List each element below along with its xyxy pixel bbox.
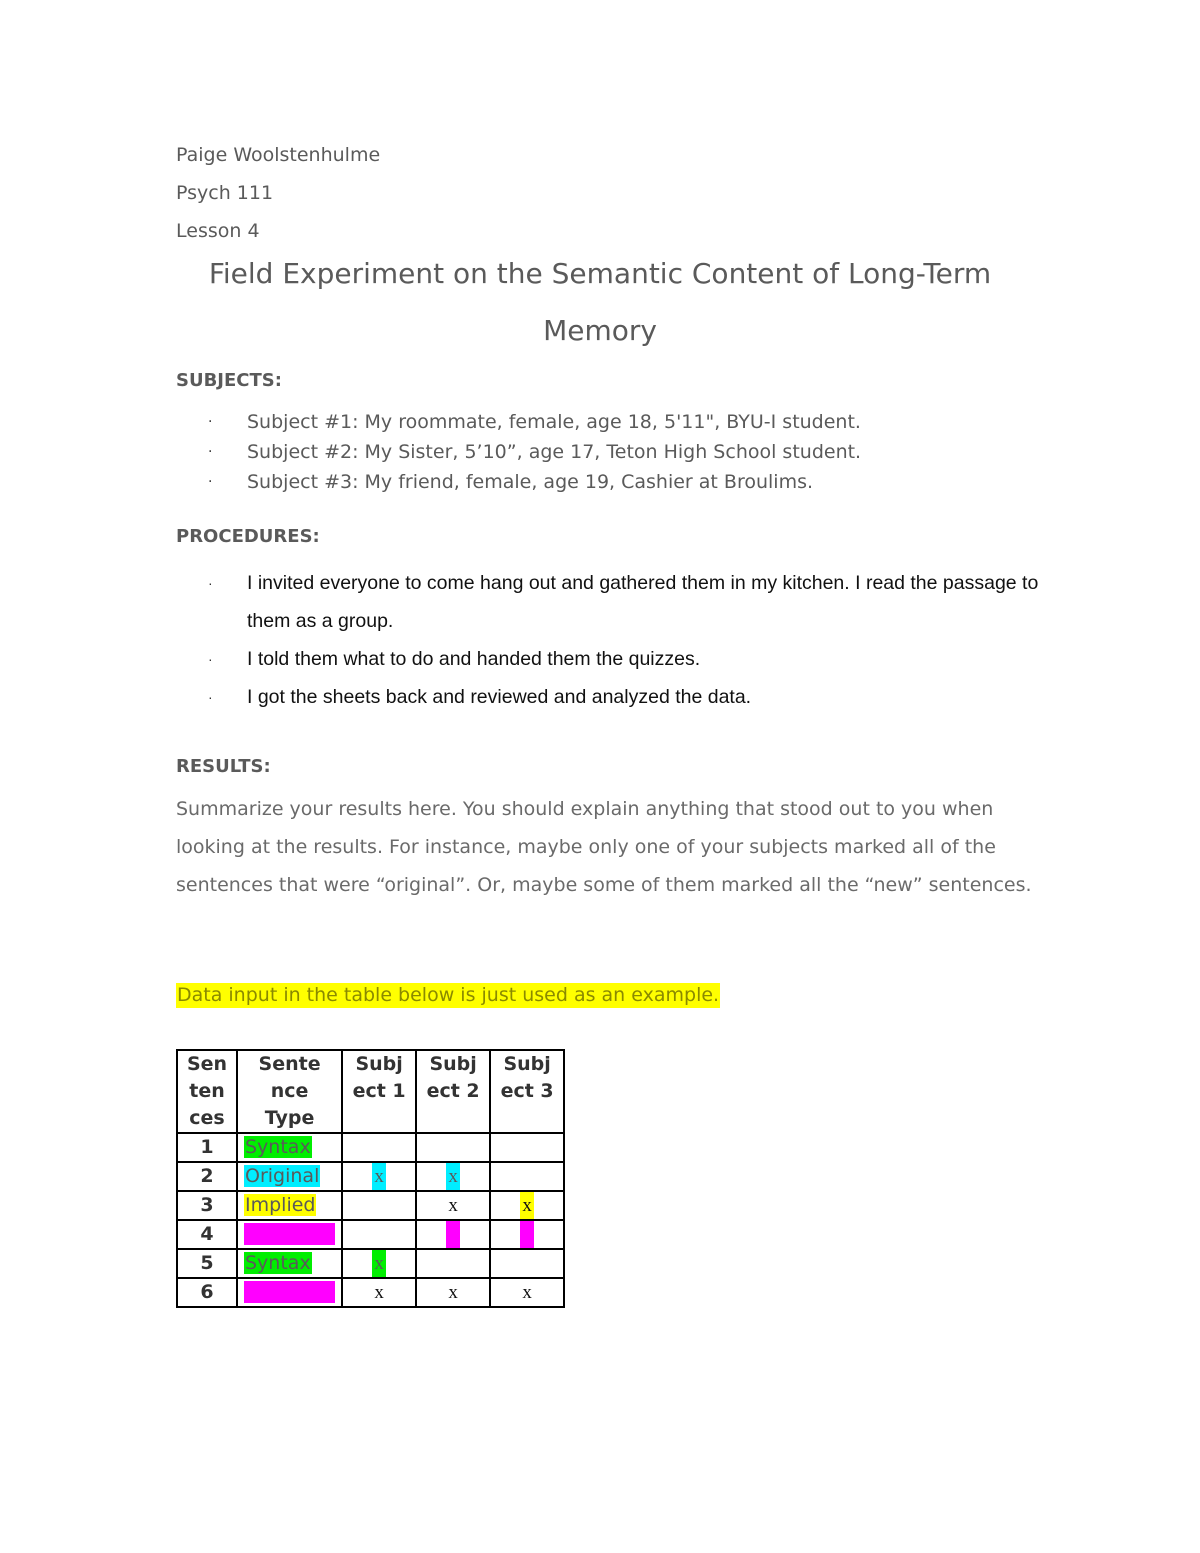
subject-3-mark: x: [520, 1192, 534, 1219]
results-table: [176, 1049, 565, 1308]
subject-1-mark: [342, 1133, 416, 1162]
bullet-icon: ·: [208, 474, 213, 490]
column-header: Subj ect 3: [490, 1050, 564, 1133]
subject-2-mark: [416, 1249, 490, 1278]
procedures-list: [208, 564, 1048, 716]
column-header: Subj ect 1: [342, 1050, 416, 1133]
subject-2-mark: x: [446, 1221, 460, 1248]
sentence-number: 1: [177, 1133, 237, 1162]
bullet-icon: ·: [208, 575, 213, 591]
sentence-number: 2: [177, 1162, 237, 1191]
sentence-number: 3: [177, 1191, 237, 1220]
subject-2-mark: x: [416, 1191, 490, 1220]
sentence-number: 4: [177, 1220, 237, 1249]
subject-2-mark: x: [416, 1278, 490, 1307]
author-name: Paige Woolstenhulme: [176, 144, 381, 166]
subject-1-mark: [342, 1220, 416, 1249]
subject-item: · Subject #1: My roommate, female, age 18, 5'11", BYU-I student.: [208, 407, 861, 437]
subject-2-mark: [416, 1133, 490, 1162]
subject-item: · Subject #2: My Sister, 5’10”, age 17, Teton High School student.: [208, 437, 861, 467]
sentence-type: Semantic: [245, 1223, 335, 1245]
sentence-type: Syntax: [245, 1252, 311, 1274]
sentence-type: Semantic: [245, 1281, 335, 1303]
bullet-icon: ·: [208, 414, 213, 430]
subject-3-mark: x: [520, 1221, 534, 1248]
sentence-type: Implied: [245, 1194, 316, 1216]
column-header: Subj ect 2: [416, 1050, 490, 1133]
table-row: [177, 1133, 564, 1162]
document-title-line-2: Memory: [543, 314, 657, 347]
subjects-list: [208, 407, 861, 497]
subjects-heading: SUBJECTS:: [176, 370, 282, 391]
example-note: Data input in the table below is just used as an example.: [177, 984, 720, 1006]
subject-3-mark: [490, 1162, 564, 1191]
lesson-label: Lesson 4: [176, 220, 260, 242]
subject-1-mark: x: [372, 1250, 386, 1277]
bullet-icon: ·: [208, 689, 213, 705]
procedures-heading: PROCEDURES:: [176, 526, 320, 547]
sentence-number: 5: [177, 1249, 237, 1278]
results-heading: RESULTS:: [176, 756, 271, 777]
bullet-icon: ·: [208, 651, 213, 667]
column-header: Sen ten ces: [177, 1050, 237, 1133]
procedure-item: · I told them what to do and handed them the quizzes.: [208, 640, 1048, 678]
sentence-type: Original: [245, 1165, 320, 1187]
bullet-icon: ·: [208, 444, 213, 460]
subject-3-mark: x: [490, 1278, 564, 1307]
results-paragraph: Summarize your results here. You should explain anything that stood out to you when looking at the results. For instance, maybe only one of your subjects marked all of the sentences that were “original”. Or, maybe some of them marked all the “new” sentences.: [176, 798, 1032, 896]
sentence-type: Syntax: [245, 1136, 311, 1158]
table-row: [177, 1278, 564, 1307]
table-row: [177, 1191, 564, 1220]
procedure-item: · I invited everyone to come hang out and gathered them in my kitchen. I read the passage to them as a group.: [208, 564, 1048, 640]
procedure-item: · I got the sheets back and reviewed and analyzed the data.: [208, 678, 1048, 716]
subject-2-mark: x: [446, 1163, 460, 1190]
table-row: [177, 1162, 564, 1191]
table-row: [177, 1249, 564, 1278]
course-name: Psych 111: [176, 182, 274, 204]
subject-1-mark: x: [372, 1163, 386, 1190]
subject-1-mark: x: [342, 1278, 416, 1307]
sentence-number: 6: [177, 1278, 237, 1307]
document-title-line-1: Field Experiment on the Semantic Content of Long-Term: [208, 257, 992, 290]
subject-1-mark: [342, 1191, 416, 1220]
subject-3-mark: [490, 1249, 564, 1278]
subject-3-mark: [490, 1133, 564, 1162]
table-header-row: [177, 1050, 564, 1133]
subject-item: · Subject #3: My friend, female, age 19, Cashier at Broulims.: [208, 467, 861, 497]
column-header: Sente nce Type: [237, 1050, 342, 1133]
table-row: [177, 1220, 564, 1249]
